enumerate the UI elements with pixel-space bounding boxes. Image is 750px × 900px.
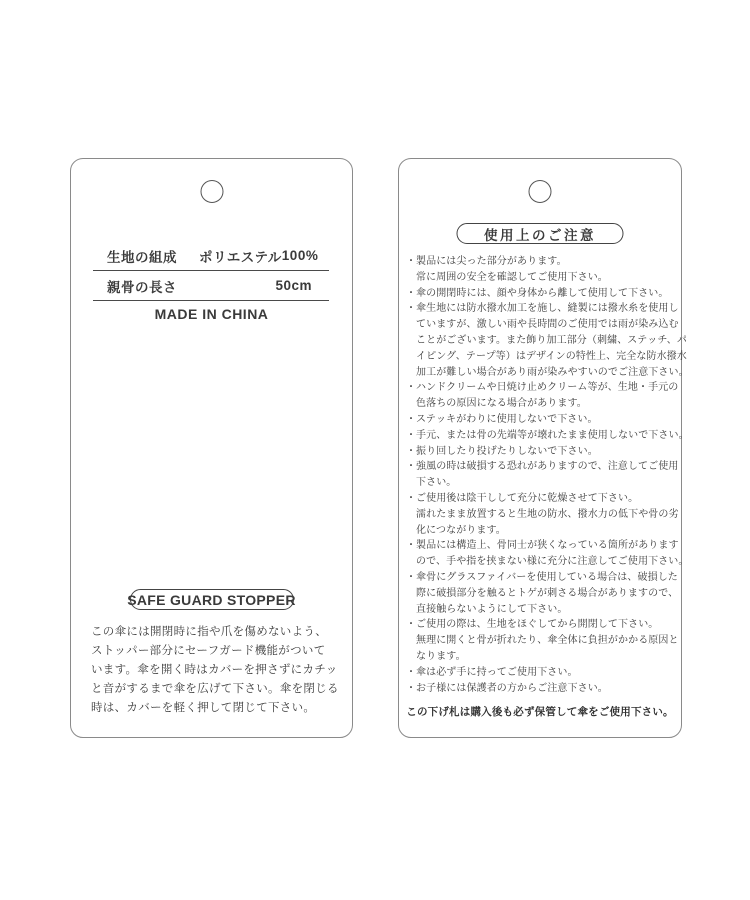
- bullet-glyph: ・: [406, 461, 416, 473]
- stopper-description-line: と音がするまで傘を広げて下さい。傘を閉じる: [91, 683, 339, 695]
- usage-caution-text: なります。: [416, 650, 466, 662]
- bullet-glyph: ・: [406, 571, 416, 583]
- usage-caution-text: お子様には保護者の方からご注意下さい。: [416, 682, 608, 694]
- usage-caution-line: [406, 333, 687, 349]
- usage-caution-text: ので、手や指を挟まない様に充分に注意してご使用下さい。: [416, 556, 689, 568]
- usage-caution-text: 強風の時は破損する恐れがありますので、注意してご使用: [416, 461, 679, 473]
- bullet-glyph: ・: [406, 666, 416, 678]
- usage-caution-line: [406, 301, 677, 317]
- usage-caution-list: [406, 254, 689, 696]
- spec-table: [93, 241, 329, 301]
- spec-material: ポリエステル: [199, 249, 282, 265]
- usage-caution-line: [406, 554, 689, 570]
- usage-caution-line: [406, 459, 677, 475]
- usage-caution-text: 製品には尖った部分があります。: [416, 256, 567, 267]
- bullet-glyph: ・: [406, 256, 416, 267]
- usage-caution-text: ステッキがわりに使用しないで下さい。: [416, 413, 598, 425]
- usage-caution-text: 化につながります。: [416, 524, 506, 536]
- usage-caution-text: 手元、または骨の先端等が壊れたまま使用しないで下さい。: [416, 429, 689, 441]
- usage-caution-title-badge: [457, 223, 624, 244]
- usage-caution-line: [406, 475, 677, 491]
- stopper-description-line: ストッパー部分にセーフガード機能がついて: [91, 645, 326, 657]
- punch-hole-icon: [529, 180, 552, 203]
- bullet-glyph: [406, 365, 416, 381]
- country-of-origin-label: MADE IN CHINA: [154, 306, 269, 322]
- usage-caution-line: [406, 523, 677, 539]
- bullet-glyph: ・: [406, 540, 416, 552]
- bullet-glyph: ・: [406, 619, 416, 631]
- bullet-glyph: [406, 475, 416, 491]
- usage-caution-line: [406, 633, 677, 649]
- usage-caution-text: ことがございます。また飾り加工部分（刺繍、ステッチ、パ: [416, 334, 687, 346]
- safe-guard-stopper-badge-label: SAFE GUARD STOPPER: [127, 591, 296, 608]
- usage-caution-text: 傘骨にグラスファイバーを使用している場合は、破損した: [416, 571, 678, 583]
- bullet-glyph: [406, 507, 416, 523]
- usage-caution-text: 色落ちの原因になる場合があります。: [416, 398, 587, 410]
- usage-caution-text: 振り回したり投げたりしないで下さい。: [416, 445, 598, 457]
- usage-caution-line: [406, 365, 689, 381]
- usage-caution-text: 加工が難しい場合があり雨が染みやすいのでご注意下さい。: [416, 366, 689, 378]
- usage-caution-text: 傘生地には防水撥水加工を施し、縫製には撥水糸を使用し: [416, 303, 679, 315]
- usage-caution-line: [406, 349, 687, 365]
- usage-caution-line: [406, 428, 689, 444]
- usage-caution-line: [406, 396, 677, 412]
- usage-caution-line: [406, 491, 677, 507]
- bullet-glyph: [406, 586, 416, 602]
- usage-caution-text: 無理に開くと骨が折れたり、傘全体に負担がかかる原因と: [416, 635, 679, 647]
- usage-caution-line: [406, 586, 677, 602]
- usage-caution-text: 傘の開閉時には、顔や身体から離して使用して下さい。: [416, 287, 669, 299]
- usage-caution-line: [406, 570, 677, 586]
- bullet-glyph: [406, 270, 416, 286]
- spec-label: 生地の組成: [107, 249, 177, 265]
- stopper-description-line: この傘には開閉時に指や爪を傷めないよう、: [91, 626, 327, 638]
- usage-caution-text: 直接触らないようにして下さい。: [416, 603, 568, 615]
- usage-caution-text: ご使用の際は、生地をほぐしてから開閉して下さい。: [416, 619, 659, 631]
- spec-value: 50cm: [275, 278, 312, 293]
- usage-caution-text: 際に破損部分を触るとトゲが刺さる場合がありますので、: [416, 587, 679, 599]
- bullet-glyph: ・: [406, 287, 416, 299]
- usage-caution-text: 傘は必ず手に持ってご使用下さい。: [416, 666, 578, 678]
- spec-value: 100%: [281, 248, 319, 263]
- usage-caution-line: [406, 602, 677, 618]
- bullet-glyph: [406, 523, 416, 539]
- safe-guard-stopper-badge: [127, 589, 296, 610]
- usage-caution-line: [406, 412, 677, 428]
- bullet-glyph: [406, 602, 416, 618]
- bullet-glyph: [406, 317, 416, 333]
- usage-caution-line: [406, 254, 677, 270]
- usage-caution-text: 常に周囲の安全を確認してご使用下さい。: [416, 271, 608, 283]
- bullet-glyph: ・: [406, 382, 416, 394]
- spec-label: 親骨の長さ: [107, 279, 177, 295]
- bullet-glyph: [406, 633, 416, 649]
- bullet-glyph: ・: [406, 682, 416, 694]
- punch-hole-icon: [200, 180, 223, 203]
- usage-caution-line: [406, 317, 677, 333]
- spec-hang-tag: [70, 158, 353, 738]
- usage-caution-text: 下さい。: [416, 477, 457, 489]
- bullet-glyph: [406, 396, 416, 412]
- usage-caution-title: 使用上のご注意: [484, 227, 596, 243]
- bullet-glyph: [406, 554, 416, 570]
- stopper-description-line: 時は、カバーを軽く押して閉じて下さい。: [91, 702, 316, 714]
- spec-table-row: [93, 271, 329, 301]
- keep-tag-notice: この下げ札は購入後も必ず保管して傘をご使用下さい。: [406, 706, 674, 718]
- usage-caution-line: [406, 380, 677, 396]
- usage-caution-hang-tag: [398, 158, 689, 738]
- bullet-glyph: ・: [406, 413, 416, 425]
- usage-caution-line: [406, 286, 677, 302]
- usage-caution-line: [406, 617, 677, 633]
- usage-caution-text: 濡れたまま放置すると生地の防水、撥水力の低下や骨の劣: [416, 508, 679, 520]
- stopper-description-line: います。傘を開く時はカバーを押さずにカチッ: [91, 664, 338, 676]
- usage-caution-text: ご使用後は陰干しして充分に乾燥させて下さい。: [416, 492, 639, 504]
- bullet-glyph: ・: [406, 429, 416, 441]
- bullet-glyph: [406, 649, 416, 665]
- usage-caution-line: [406, 538, 677, 554]
- usage-caution-text: イピング、テープ等）はデザインの特性上、完全な防水撥水: [416, 350, 687, 362]
- bullet-glyph: ・: [406, 303, 416, 315]
- usage-caution-line: [406, 681, 677, 697]
- bullet-glyph: [406, 349, 416, 365]
- usage-caution-line: [406, 270, 677, 286]
- usage-caution-line: [406, 507, 677, 523]
- usage-caution-line: [406, 665, 677, 681]
- stopper-description: [91, 623, 340, 718]
- usage-caution-line: [406, 649, 677, 665]
- usage-caution-line: [406, 444, 677, 460]
- usage-caution-text: ハンドクリームや日焼け止めクリーム等が、生地・手元の: [416, 382, 679, 394]
- bullet-glyph: [406, 333, 416, 349]
- spec-table-row: [93, 241, 329, 271]
- bullet-glyph: ・: [406, 445, 416, 457]
- bullet-glyph: ・: [406, 492, 416, 504]
- usage-caution-text: 製品には構造上、骨同士が狭くなっている箇所があります: [416, 540, 679, 552]
- usage-caution-text: ていますが、激しい雨や長時間のご使用では雨が染み込む: [416, 319, 679, 331]
